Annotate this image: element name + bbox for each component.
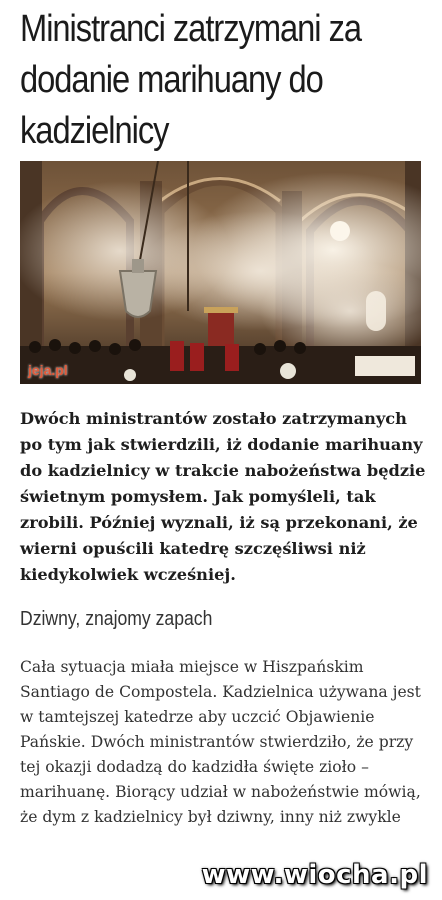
article-subheading: Dziwny, znajomy zapach [20,608,213,630]
cathedral-photo-icon [20,161,421,384]
article-image [20,161,421,384]
article-lead: Dwóch ministrantów zostało zatrzymanych po tym jak stwierdzili, iż dodanie marihuany do kadzielnicy w trakcie nabożeństwa będzie świetnym pomysłem. Jak pomyśleli, tak zrobili. Później wyznali, iż są przekonani, że wierni opuścili katedrę szczęśliwsi niż kiedykolwiek wcześniej. [20,409,426,584]
article-body: Cała sytuacja miała miejsce w Hiszpańskim Santiago de Compostela. Kadzielnica używana jest w tamtejszej katedrze aby uczcić Objawienie Pańskie. Dwóch ministrantów stwierdziło, że przy tej okazji dodadzą do kadzidła święte zioło – marihuanę. Biorący udział w nabożeństwie mówią, że dym z kadzielnicy był dziwny, inny niż zwykle [20,658,421,826]
site-watermark: www.wiocha.pl [201,860,428,890]
image-watermark: jeja.pl [28,362,68,378]
article-title: Ministranci zatrzymani za dodanie marihuany do kadzielnicy [20,8,362,152]
